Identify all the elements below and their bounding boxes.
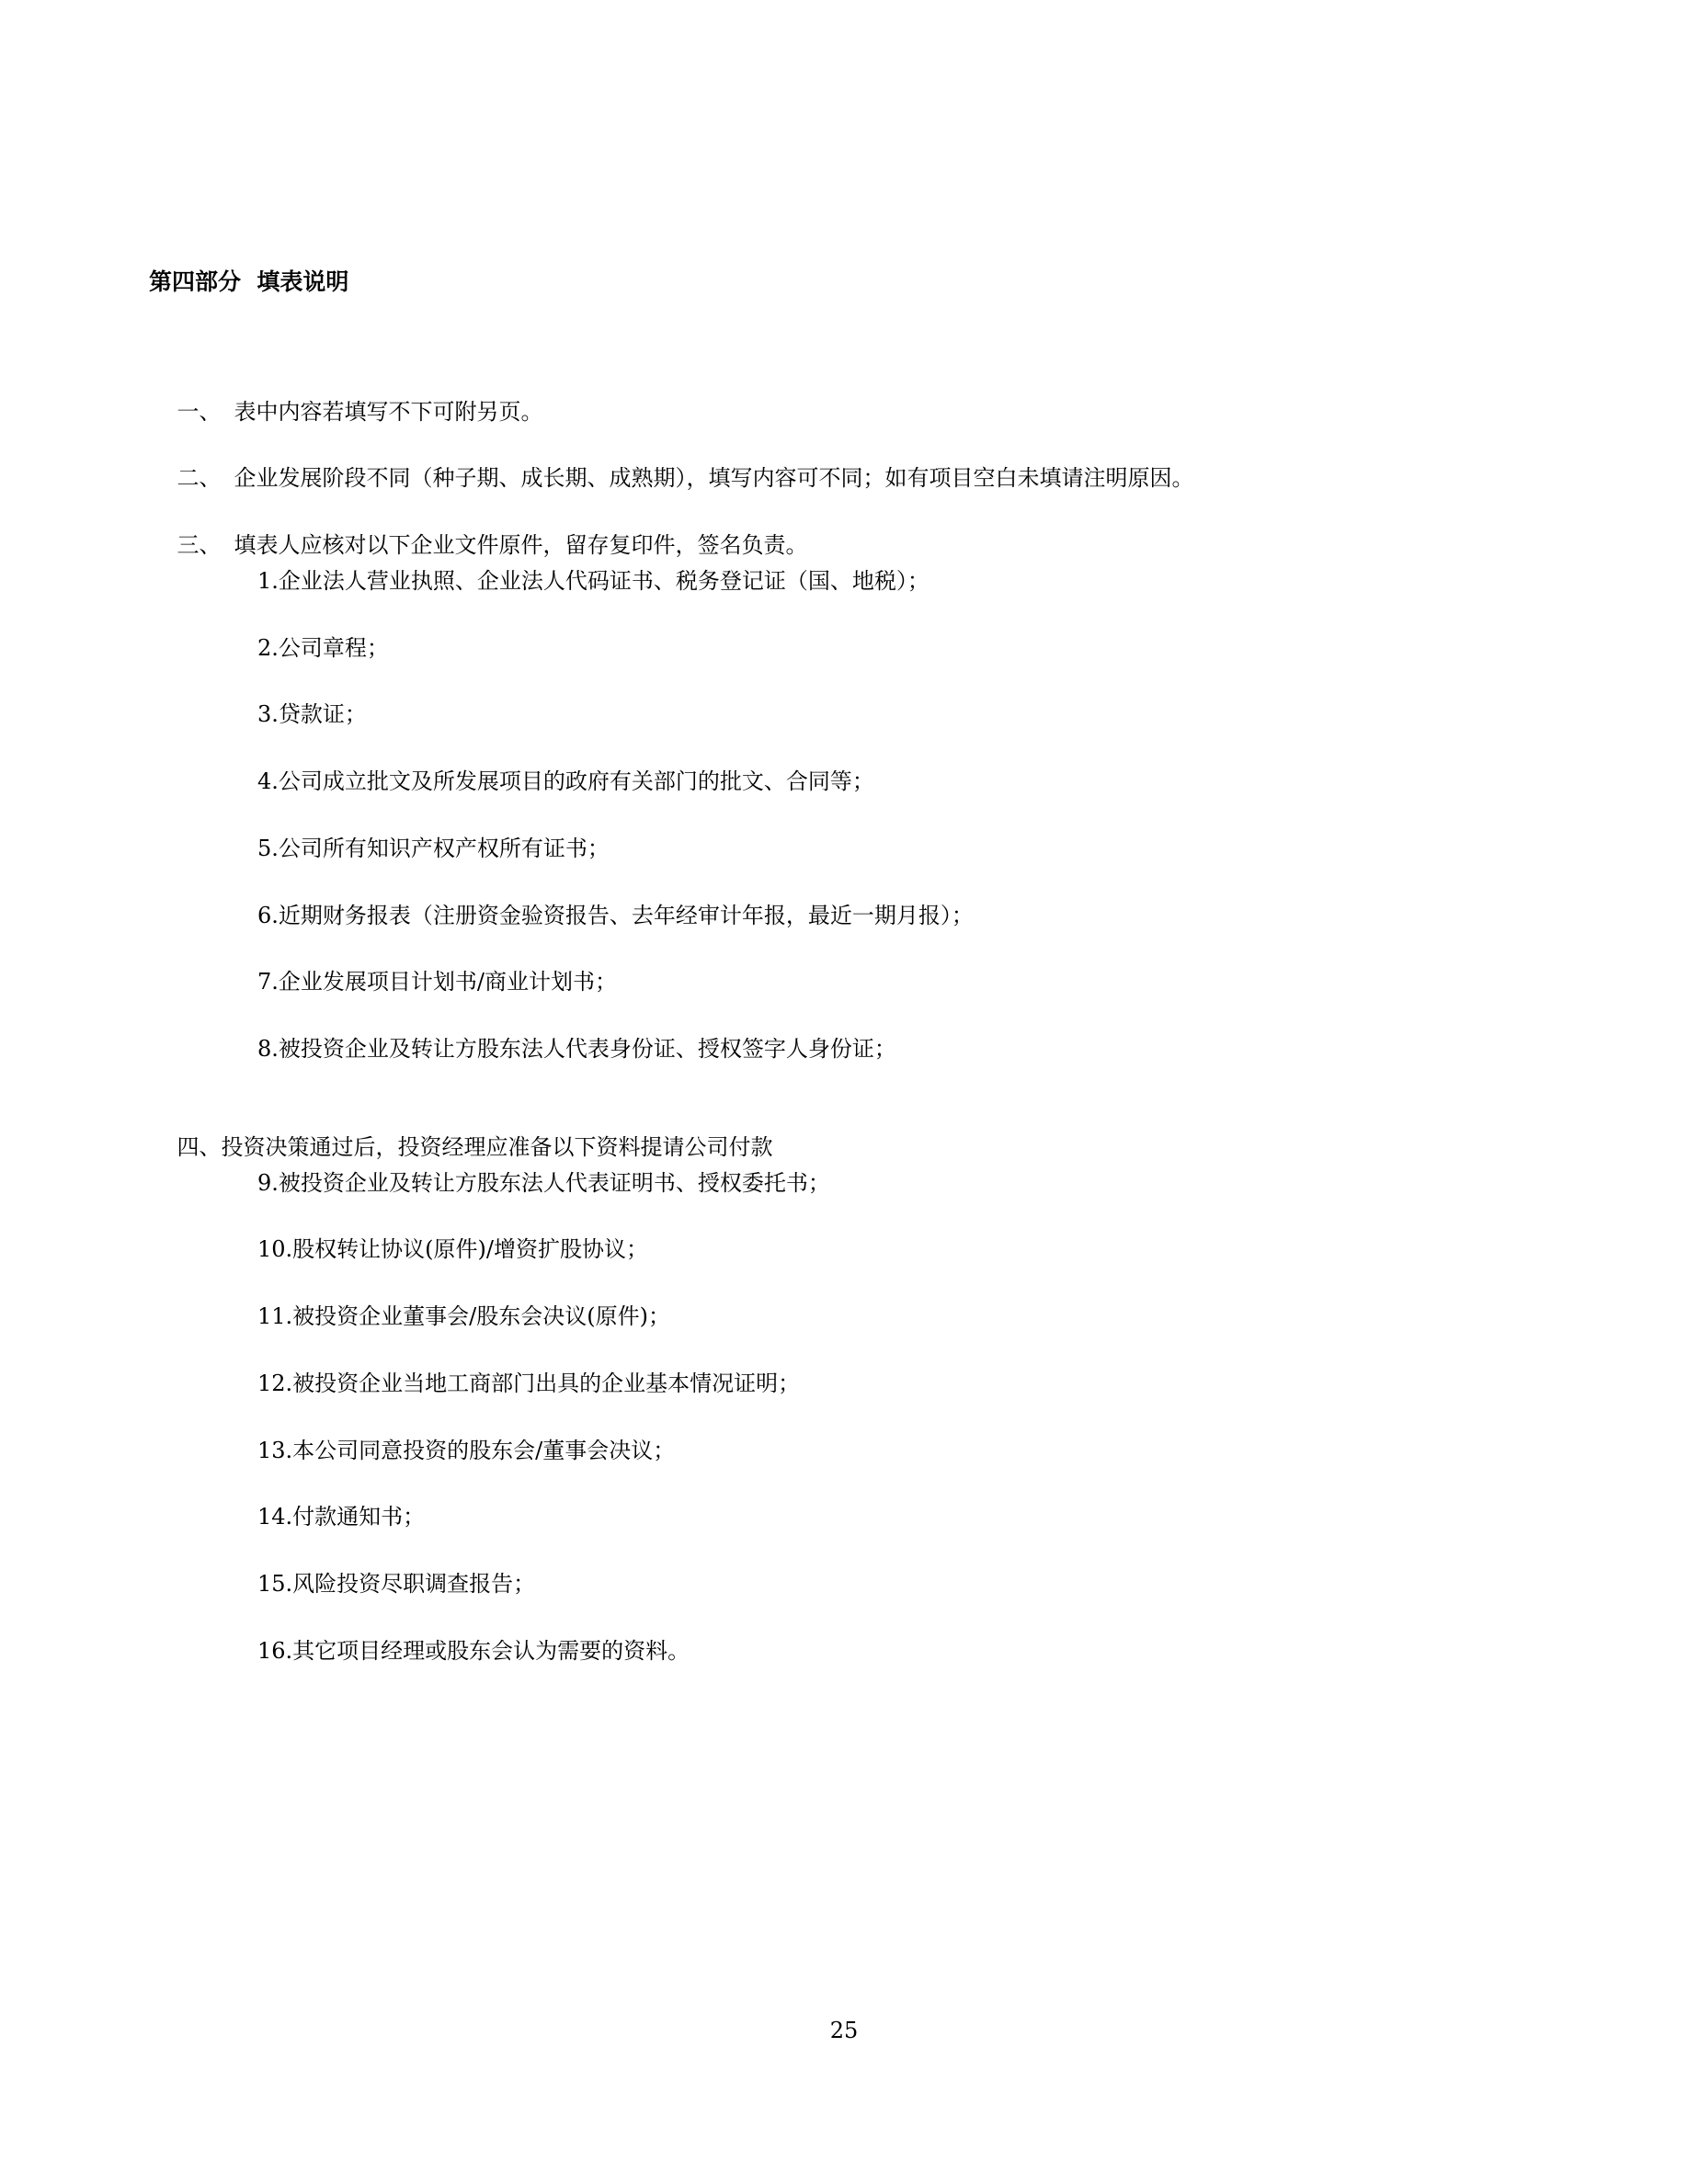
list-item: 10.股权转让协议(原件)/增资扩股协议； (257, 1236, 648, 1262)
instruction-marker: 四、 (177, 1134, 222, 1160)
list-item: 5.公司所有知识产权产权所有证书； (257, 836, 610, 861)
list-item: 1.企业法人营业执照、企业法人代码证书、税务登记证（国、地税）； (257, 568, 930, 594)
list-item: 4.公司成立批文及所发展项目的政府有关部门的批文、合同等； (257, 768, 874, 794)
list-item: 8.被投资企业及转让方股东法人代表身份证、授权签字人身份证； (257, 1036, 896, 1062)
list-item: 7.企业发展项目计划书/商业计划书； (257, 969, 617, 995)
list-item: 2.公司章程； (257, 635, 389, 661)
instruction-text: 填表人应核对以下企业文件原件，留存复印件，签名负责。 (234, 532, 808, 558)
instruction-text: 投资决策通过后，投资经理应准备以下资料提请公司付款 (221, 1134, 773, 1160)
section-heading: 第四部分 填表说明 (149, 268, 349, 295)
list-item: 13.本公司同意投资的股东会/董事会决议； (257, 1438, 676, 1463)
list-item: 11.被投资企业董事会/股东会决议(原件)； (257, 1303, 670, 1329)
list-item: 15.风险投资尽职调查报告； (257, 1571, 536, 1597)
page-number: 25 (829, 2018, 859, 2043)
list-item: 3.贷款证； (257, 701, 367, 727)
instruction-marker: 二、 (177, 465, 222, 491)
list-item: 14.付款通知书； (257, 1504, 426, 1530)
instruction-text: 企业发展阶段不同（种子期、成长期、成熟期），填写内容可不同；如有项目空白未填请注明原因。 (234, 465, 1194, 491)
instruction-marker: 一、 (177, 399, 222, 425)
list-item: 12.被投资企业当地工商部门出具的企业基本情况证明； (257, 1371, 801, 1396)
list-item: 6.近期财务报表（注册资金验资报告、去年经审计年报，最近一期月报）； (257, 903, 974, 928)
list-item: 9.被投资企业及转让方股东法人代表证明书、授权委托书； (257, 1170, 830, 1196)
list-item: 16.其它项目经理或股东会认为需要的资料。 (257, 1638, 690, 1664)
instruction-marker: 三、 (177, 532, 222, 558)
instruction-text: 表中内容若填写不下可附另页。 (234, 399, 543, 425)
